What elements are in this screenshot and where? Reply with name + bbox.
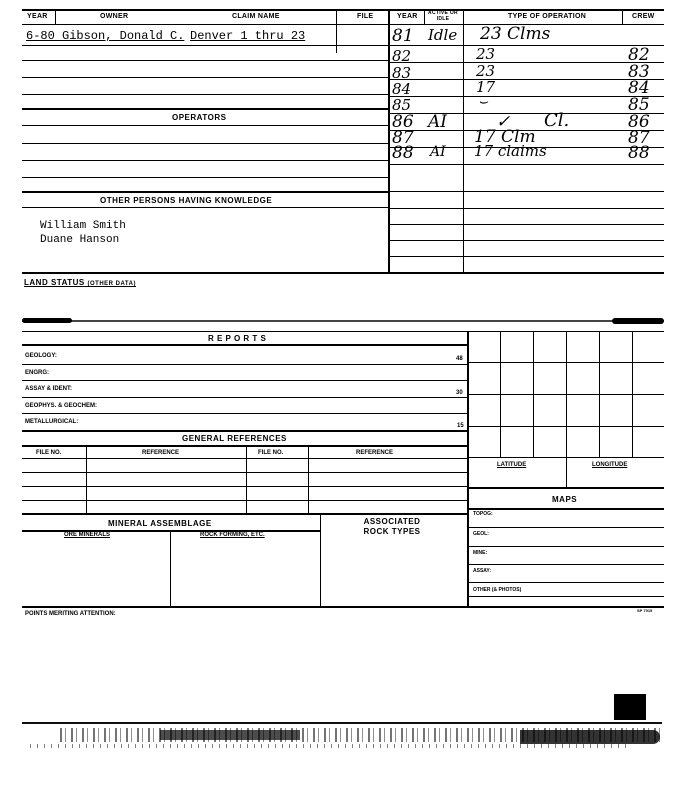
longitude-label: LONGITUDE: [592, 462, 628, 468]
activity-op-82: 23: [476, 45, 496, 63]
header-type-of-operation: TYPE OF OPERATION: [508, 13, 587, 20]
header-file: FILE: [357, 13, 374, 20]
activity-op-83: 23: [476, 62, 496, 80]
activity-year-87: 87: [392, 128, 414, 148]
activity-crew-84: 84: [628, 78, 650, 98]
header-crew: CREW: [632, 13, 655, 20]
activity-year-88: 88: [392, 143, 414, 163]
activity-year-82: 82: [392, 47, 412, 65]
header-active-idle: ACTIVE OR IDLE: [428, 10, 458, 22]
activity-mark-85: ⌣: [478, 92, 488, 110]
operators-label: OPERATORS: [172, 113, 227, 122]
activity-status-86: AI: [428, 112, 447, 132]
claim-name-value: Denver 1 thru 23: [190, 29, 306, 43]
map-mine: MINE:: [473, 550, 488, 556]
activity-crew-87: 87: [628, 128, 650, 148]
report-assay: ASSAY & IDENT:: [25, 386, 73, 392]
person-2: Duane Hanson: [40, 234, 120, 246]
activity-crew-86: 86: [628, 112, 650, 132]
other-persons-label: OTHER PERSONS HAVING KNOWLEDGE: [100, 196, 273, 205]
reports-title: R E P O R T S: [208, 334, 267, 343]
map-geol: GEOL:: [473, 531, 489, 537]
report-metallurgical: METALLURGICAL:: [25, 419, 79, 425]
report-geology-num: 48: [456, 356, 463, 362]
report-geophys: GEOPHYS. & GEOCHEM:: [25, 403, 98, 409]
map-other: OTHER (& PHOTOS): [473, 587, 522, 593]
activity-crew-88: 88: [628, 143, 650, 163]
activity-year-83: 83: [392, 64, 412, 82]
report-assay-num: 30: [456, 390, 463, 396]
map-topog: TOPOG:: [473, 511, 493, 517]
activity-check-86: ✓: [496, 112, 511, 132]
activity-crew-83: 83: [628, 62, 650, 82]
activity-op-86: Cl.: [544, 110, 570, 131]
report-metallurgical-num: 15: [457, 423, 464, 429]
ref-reference: REFERENCE: [142, 450, 180, 456]
mineral-assemblage-title: MINERAL ASSEMBLAGE: [108, 519, 212, 528]
activity-status-88: AI: [430, 144, 446, 160]
map-assay: ASSAY:: [473, 568, 492, 574]
activity-year-85: 85: [392, 96, 412, 114]
ref-file-no: FILE NO.: [36, 450, 62, 456]
claim-entry: 6-80 Gibson, Donald C.: [26, 29, 185, 43]
ref-file-no2: FILE NO.: [258, 450, 284, 456]
activity-op-88: 17 claims: [474, 142, 547, 160]
activity-status-81: Idle: [428, 26, 458, 44]
land-status-sub: (OTHER DATA): [87, 281, 136, 287]
general-references-title: GENERAL REFERENCES: [182, 434, 287, 443]
associated-rock-types-title: ASSOCIATED ROCK TYPES: [363, 517, 421, 536]
activity-op-87: 17 Clm: [474, 127, 536, 147]
activity-crew-82: 82: [628, 45, 650, 65]
activity-op-81: 23 Clms: [480, 24, 551, 44]
activity-crew-85: 85: [628, 95, 650, 115]
form-number: SP 7915: [637, 608, 653, 613]
latitude-label: LATITUDE: [497, 462, 527, 468]
header-year: YEAR: [27, 13, 48, 20]
header-claim-name: CLAIM NAME: [232, 13, 280, 20]
maps-title: MAPS: [552, 495, 578, 504]
activity-op-84: 17: [476, 78, 496, 96]
rock-forming-label: ROCK FORMING, ETC.: [200, 532, 265, 538]
points-meriting-attention: POINTS MERITING ATTENTION:: [25, 611, 116, 617]
report-engrg: ENGRG:: [25, 370, 49, 376]
report-geology: GEOLOGY:: [25, 353, 57, 359]
activity-year-84: 84: [392, 80, 412, 98]
header-owner: OWNER: [100, 13, 129, 20]
person-1: William Smith: [40, 220, 126, 232]
land-status-title: LAND STATUS: [24, 278, 85, 287]
activity-year-86: 86: [392, 112, 414, 132]
ore-minerals-label: ORE MINERALS: [64, 532, 111, 538]
header-year2: YEAR: [397, 13, 418, 20]
black-square: [614, 694, 646, 720]
activity-year-81: 81: [392, 26, 414, 46]
ref-reference2: REFERENCE: [356, 450, 394, 456]
land-status-label: [24, 278, 136, 287]
